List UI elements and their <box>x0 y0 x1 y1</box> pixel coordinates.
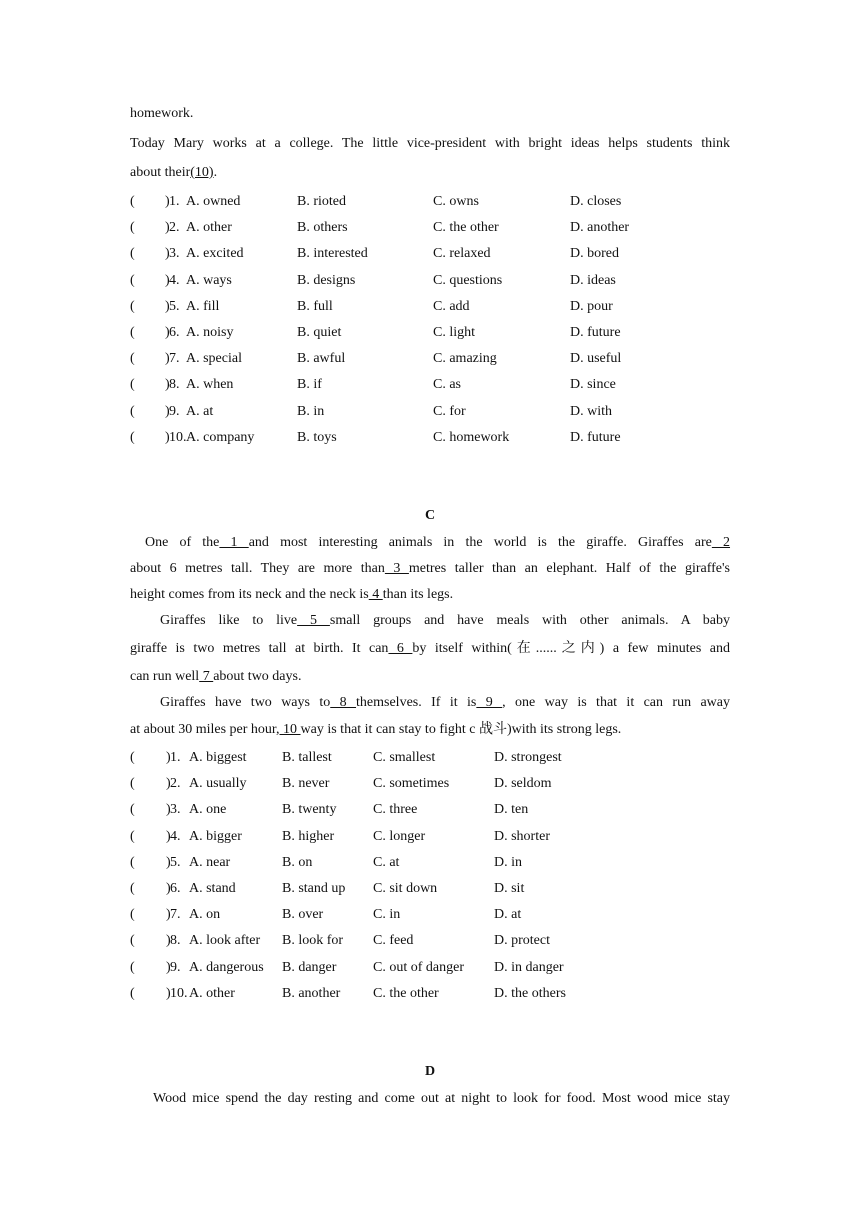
option-d: D. sit <box>494 881 525 896</box>
option-d: D. in <box>494 854 522 870</box>
answer-paren-open: ( <box>130 246 135 262</box>
question-number: 7. <box>170 907 181 923</box>
question-number: 7. <box>169 351 180 367</box>
option-d: D. in danger <box>494 959 564 975</box>
answer-paren-close: ) <box>165 325 170 340</box>
option-b: B. danger <box>282 959 337 975</box>
passage-c-line: can run well 7 about two days. <box>130 669 302 684</box>
blank-8: 8 <box>330 695 357 710</box>
option-b: B. tallest <box>282 750 332 765</box>
option-c: C. feed <box>373 933 414 949</box>
answer-paren-close: ) <box>166 854 171 870</box>
blank-6: 6 <box>388 641 413 656</box>
option-a: A. on <box>189 907 221 923</box>
answer-paren-open: ( <box>130 802 135 818</box>
option-d: D. at <box>494 907 522 923</box>
question-number: 4. <box>170 828 181 844</box>
option-d: D. ten <box>494 802 529 818</box>
answer-paren-open: ( <box>130 351 135 367</box>
option-c: C. amazing <box>433 351 497 367</box>
option-c: C. sometimes <box>373 776 450 792</box>
answer-paren-close: ) <box>165 298 170 314</box>
passage-c-line: height comes from its neck and the neck is 4 than its legs. <box>130 587 454 602</box>
answer-paren-open: ( <box>130 750 135 765</box>
option-c: C. owns <box>433 194 479 209</box>
answer-paren-open: ( <box>130 907 135 923</box>
blank-9: 9 <box>476 695 503 710</box>
question-number: 1. <box>170 750 181 765</box>
blank-7: 7 <box>199 669 214 684</box>
option-c: C. as <box>433 377 461 393</box>
answer-paren-open: ( <box>130 194 135 209</box>
answer-paren-close: ) <box>165 246 170 262</box>
answer-paren-close: ) <box>166 750 171 765</box>
answer-paren-close: ) <box>165 403 170 419</box>
option-b: B. quiet <box>297 325 342 340</box>
option-a: A. other <box>186 220 232 236</box>
answer-paren-close: ) <box>165 272 170 288</box>
blank-3: 3 <box>384 561 409 576</box>
question-number: 3. <box>169 246 180 262</box>
option-c: C. questions <box>433 272 503 288</box>
option-a: A. usually <box>189 776 247 792</box>
passage-b-line: Today Mary works at a college. The little vice-president with bright ideas helps students think <box>130 136 730 151</box>
option-d: D. protect <box>494 933 550 949</box>
option-d: D. another <box>570 220 630 236</box>
option-d: D. pour <box>570 298 613 314</box>
option-a: A. dangerous <box>189 959 264 975</box>
option-c: C. relaxed <box>433 246 491 262</box>
answer-paren-close: ) <box>166 959 171 975</box>
option-c: C. out of danger <box>373 959 464 975</box>
option-b: B. twenty <box>282 802 337 818</box>
option-b: B. if <box>297 377 322 393</box>
answer-paren-close: ) <box>166 776 171 792</box>
option-b: B. look for <box>282 933 344 949</box>
option-d: D. strongest <box>494 750 562 765</box>
option-d: D. ideas <box>570 272 616 288</box>
option-d: D. future <box>570 429 621 445</box>
answer-paren-close: ) <box>166 933 171 949</box>
option-a: A. bigger <box>189 828 242 844</box>
passage-c-line: Giraffes like to live 5 small groups and have meals with other animals. A baby <box>160 613 731 628</box>
answer-paren-open: ( <box>130 933 135 949</box>
blank-10: 10 <box>279 722 301 737</box>
option-c: C. longer <box>373 828 426 844</box>
option-b: B. another <box>282 985 341 1001</box>
passage-c-line: One of the 1 and most interesting animals in the world is the giraffe. Giraffes are 2 <box>145 535 731 550</box>
option-b: B. higher <box>282 828 335 844</box>
option-c: C. add <box>433 298 470 314</box>
answer-paren-open: ( <box>130 272 135 288</box>
question-number: 5. <box>169 298 180 314</box>
answer-paren-close: ) <box>166 907 171 923</box>
passage-text: about their <box>130 165 191 180</box>
answer-paren-open: ( <box>130 959 135 975</box>
question-number: 10. <box>170 985 188 1001</box>
option-c: C. the other <box>433 220 499 236</box>
option-d: D. useful <box>570 351 622 367</box>
blank-10: (10) <box>190 165 214 180</box>
option-d: D. shorter <box>494 828 550 844</box>
answer-paren-open: ( <box>130 828 135 844</box>
question-number: 8. <box>169 377 180 393</box>
answer-paren-close: ) <box>166 881 171 896</box>
option-c: C. in <box>373 907 401 923</box>
question-number: 8. <box>170 933 181 949</box>
blank-4: 4 <box>368 587 383 602</box>
passage-b-tail: homework. <box>130 106 194 121</box>
answer-paren-open: ( <box>130 220 135 236</box>
option-d: D. bored <box>570 246 619 262</box>
option-d: D. since <box>570 377 616 393</box>
question-number: 1. <box>169 194 180 209</box>
question-number: 5. <box>170 854 181 870</box>
option-d: D. seldom <box>494 776 552 792</box>
option-b: B. over <box>282 907 324 923</box>
option-a: A. owned <box>186 194 241 209</box>
option-c: C. three <box>373 802 418 818</box>
question-number: 9. <box>169 403 180 419</box>
question-number: 6. <box>169 325 180 340</box>
option-d: D. with <box>570 403 612 419</box>
passage-c-line: Giraffes have two ways to 8 themselves. If it is 9 , one way is that it can run away <box>160 695 731 710</box>
option-b: B. others <box>297 220 348 236</box>
answer-paren-open: ( <box>130 881 135 896</box>
passage-d-line: Wood mice spend the day resting and come out at night to look for food. Most wood mice stay <box>153 1091 730 1106</box>
question-number: 3. <box>170 802 181 818</box>
section-heading-c: C <box>424 508 436 523</box>
option-a: A. at <box>186 403 214 419</box>
answer-paren-open: ( <box>130 429 135 445</box>
answer-paren-close: ) <box>166 802 171 818</box>
blank-1: 1 <box>219 535 249 550</box>
question-number: 6. <box>170 881 181 896</box>
option-c: C. smallest <box>373 750 436 765</box>
option-b: B. never <box>282 776 330 792</box>
option-a: A. company <box>186 429 255 445</box>
option-d: D. the others <box>494 985 566 1001</box>
question-number: 9. <box>170 959 181 975</box>
question-number: 2. <box>170 776 181 792</box>
section-heading-d: D <box>424 1064 436 1079</box>
option-a: A. one <box>189 802 227 818</box>
passage-c-line: about 6 metres tall. They are more than 3 metres taller than an elephant. Half of the giraffe's <box>130 561 730 576</box>
option-c: C. for <box>433 403 466 419</box>
answer-paren-open: ( <box>130 854 135 870</box>
option-a: A. near <box>189 854 231 870</box>
option-b: B. in <box>297 403 325 419</box>
blank-2: 2 <box>711 535 731 550</box>
option-c: C. sit down <box>373 881 438 896</box>
answer-paren-open: ( <box>130 776 135 792</box>
answer-paren-close: ) <box>165 351 170 367</box>
answer-paren-close: ) <box>165 377 170 393</box>
option-b: B. full <box>297 298 333 314</box>
option-b: B. rioted <box>297 194 346 209</box>
passage-text: . <box>213 165 218 180</box>
option-a: A. look after <box>189 933 261 949</box>
option-b: B. stand up <box>282 881 346 896</box>
option-a: A. excited <box>186 246 244 262</box>
answer-paren-open: ( <box>130 325 135 340</box>
option-a: A. special <box>186 351 242 367</box>
answer-paren-open: ( <box>130 377 135 393</box>
passage-b-line <box>130 164 730 182</box>
option-c: C. the other <box>373 985 439 1001</box>
passage-c-line: at about 30 miles per hour, 10 way is that it can stay to fight c 战斗)with its strong legs. <box>130 722 622 737</box>
blank-5: 5 <box>297 613 330 628</box>
option-d: D. closes <box>570 194 622 209</box>
option-a: A. ways <box>186 272 232 288</box>
answer-paren-close: ) <box>166 985 171 1001</box>
option-a: A. when <box>186 377 234 393</box>
option-b: B. awful <box>297 351 346 367</box>
passage-c-line: giraffe is two metres tall at birth. It can 6 by itself within(在......之内) a few minutes and <box>130 641 731 656</box>
option-c: C. light <box>433 325 476 340</box>
option-c: C. homework <box>433 429 510 445</box>
option-b: B. toys <box>297 429 337 445</box>
question-number: 10. <box>169 429 187 445</box>
answer-paren-close: ) <box>165 220 170 236</box>
option-a: A. biggest <box>189 750 247 765</box>
answer-paren-open: ( <box>130 403 135 419</box>
option-b: B. designs <box>297 272 356 288</box>
question-number: 2. <box>169 220 180 236</box>
option-d: D. future <box>570 325 621 340</box>
answer-paren-close: ) <box>165 194 170 209</box>
option-a: A. stand <box>189 881 236 896</box>
answer-paren-open: ( <box>130 298 135 314</box>
question-number: 4. <box>169 272 180 288</box>
option-a: A. fill <box>186 298 220 314</box>
option-a: A. other <box>189 985 235 1001</box>
option-a: A. noisy <box>186 325 234 340</box>
option-b: B. on <box>282 854 313 870</box>
answer-paren-close: ) <box>165 429 170 445</box>
answer-paren-close: ) <box>166 828 171 844</box>
option-c: C. at <box>373 854 400 870</box>
option-b: B. interested <box>297 246 368 262</box>
answer-paren-open: ( <box>130 985 135 1001</box>
